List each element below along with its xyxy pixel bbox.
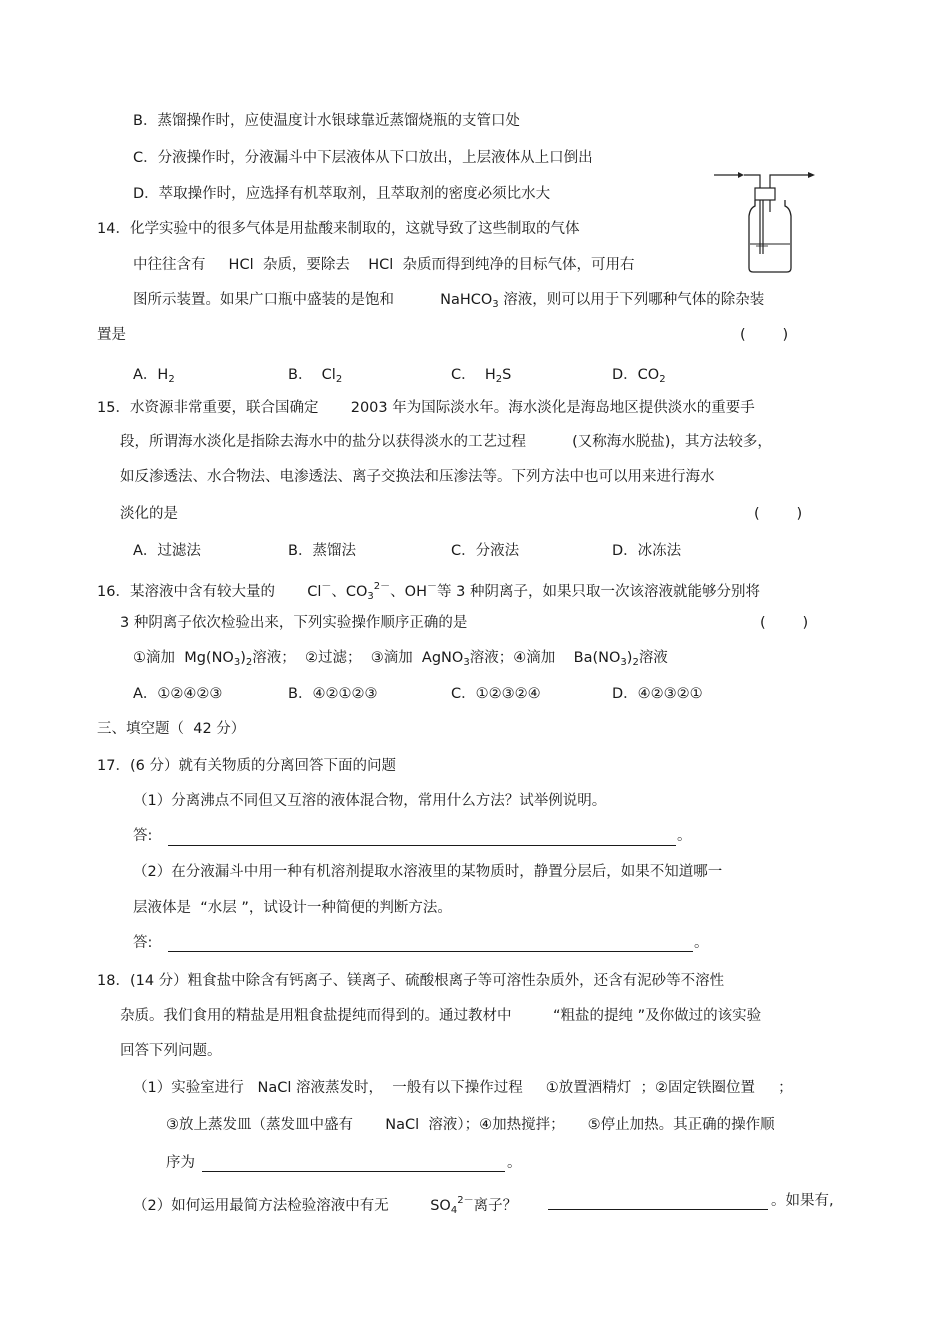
q18-part1-period: 。 bbox=[507, 1155, 522, 1171]
q17-part2-line1: （2）在分液漏斗中用一种有机溶剂提取水溶液里的某物质时，静置分层后，如果不知道哪一 bbox=[133, 864, 723, 880]
q16-option-b: B．④②①②③ bbox=[288, 686, 378, 702]
q14-option-c: C． $H_2S$ bbox=[451, 367, 512, 385]
gas-washing-bottle-figure bbox=[712, 160, 820, 278]
q17-answer1-period: 。 bbox=[677, 828, 692, 844]
q17-stem: 17．(6 分）就有关物质的分离回答下面的问题 bbox=[97, 758, 396, 774]
q18-part1-line1: （1）实验室进行 NaCl 溶液蒸发时， 一般有以下操作过程 ①放置酒精灯 ；②固定铁圈位置 ； bbox=[133, 1080, 793, 1096]
section-3-heading: 三、填空题（ 42 分） bbox=[97, 721, 246, 737]
q14-stem-line1: 14．化学实验中的很多气体是用盐酸来制取的，这就导致了这些制取的气体 bbox=[97, 221, 580, 237]
q17-part2-line2: 层液体是 “水层 ”，试设计一种简便的判断方法。 bbox=[133, 900, 452, 916]
q18-part1-line3-label: 序为 bbox=[166, 1155, 195, 1171]
q18-part2-answer-blank[interactable] bbox=[548, 1209, 768, 1210]
q18-part1-answer-blank[interactable] bbox=[202, 1171, 505, 1172]
q14-stem-line4: 置是 bbox=[97, 327, 126, 343]
q15-stem-line1: 15．水资源非常重要，联合国确定 2003 年为国际淡水年。海水淡化是海岛地区提供淡水的重要手 bbox=[97, 400, 755, 416]
q15-stem-line4: 淡化的是 bbox=[120, 506, 178, 522]
q18-stem-line2: 杂质。我们食用的精盐是用粗食盐提纯而得到的。通过教材中 “粗盐的提纯 ”及你做过的该实验 bbox=[120, 1008, 762, 1024]
q17-part1: （1）分离沸点不同但又互溶的液体混合物，常用什么方法？试举例说明。 bbox=[133, 793, 607, 809]
q13-option-d: D．萃取操作时，应选择有机萃取剂，且萃取剂的密度必须比水大 bbox=[133, 186, 551, 202]
q14-stem-line3: 图所示装置。如果广口瓶中盛装的是饱和 NaHCO$_3$ 溶液，则可以用于下列哪种气体的除杂装 bbox=[133, 292, 765, 310]
q16-stem-line1: 16．某溶液中含有较大量的 Cl－、$CO_3^{2-}$、OH－等 3 种阴离子，如果只取一次该溶液就能够分别将 bbox=[97, 581, 760, 602]
q18-part1-line2: ③放上蒸发皿（蒸发皿中盛有 NaCl 溶液）；④加热搅拌； ⑤停止加热。其正确的操作顺 bbox=[166, 1117, 775, 1133]
q17-answer2-label: 答: bbox=[133, 935, 153, 951]
q14-answer-parentheses: ( ) bbox=[740, 327, 789, 343]
q18-part2-tail: 。如果有, bbox=[771, 1193, 834, 1209]
q17-answer1-label: 答: bbox=[133, 828, 153, 844]
q15-answer-parentheses: ( ) bbox=[754, 506, 803, 522]
q13-option-c: C．分液操作时，分液漏斗中下层液体从下口放出，上层液体从上口倒出 bbox=[133, 150, 593, 166]
q16-option-c: C．①②③②④ bbox=[451, 686, 541, 702]
q14-stem-line2: 中往往含有 HCl 杂质，要除去 HCl 杂质而得到纯净的目标气体，可用右 bbox=[133, 257, 635, 273]
q14-option-a: A．$H_2$ bbox=[133, 367, 175, 385]
q14-option-d: D．$CO_2$ bbox=[612, 367, 666, 385]
q14-option-b: B． $Cl_2$ bbox=[288, 367, 343, 385]
q15-stem-line3: 如反渗透法、水合物法、电渗透法、离子交换法和压渗法等。下列方法中也可以用来进行海水 bbox=[120, 469, 715, 485]
q17-answer2-period: 。 bbox=[694, 935, 709, 951]
q17-answer2-blank[interactable] bbox=[168, 951, 693, 952]
q17-answer1-blank[interactable] bbox=[168, 845, 676, 846]
q18-part2-question: （2）如何运用最简方法检验溶液中有无 $SO_4^{2-}$离子？ bbox=[133, 1195, 518, 1216]
q16-stem-line2: 3 种阴离子依次检验出来，下列实验操作顺序正确的是 bbox=[120, 615, 468, 631]
q16-answer-parentheses: ( ) bbox=[760, 615, 809, 631]
q15-option-b: B．蒸馏法 bbox=[288, 543, 356, 559]
q15-option-d: D．冰冻法 bbox=[612, 543, 682, 559]
q15-stem-line2: 段，所谓海水淡化是指除去海水中的盐分以获得淡水的工艺过程 (又称海水脱盐)，其方法较多， bbox=[120, 434, 772, 450]
q15-option-a: A．过滤法 bbox=[133, 543, 201, 559]
q18-stem-line3: 回答下列问题。 bbox=[120, 1043, 222, 1059]
q18-stem-line1: 18．(14 分）粗食盐中除含有钙离子、镁离子、硫酸根离子等可溶性杂质外，还含有泥砂等不溶性 bbox=[97, 973, 725, 989]
q16-option-a: A．①②④②③ bbox=[133, 686, 223, 702]
q15-option-c: C．分液法 bbox=[451, 543, 520, 559]
q16-option-d: D．④②③②① bbox=[612, 686, 703, 702]
q16-operations: ①滴加 $Mg(NO_3)_2$溶液； ②过滤； ③滴加 AgNO$_3$溶液；④滴加 $Ba(NO_3)_2$溶液 bbox=[133, 650, 668, 668]
q13-option-b: B．蒸馏操作时，应使温度计水银球靠近蒸馏烧瓶的支管口处 bbox=[133, 113, 520, 129]
